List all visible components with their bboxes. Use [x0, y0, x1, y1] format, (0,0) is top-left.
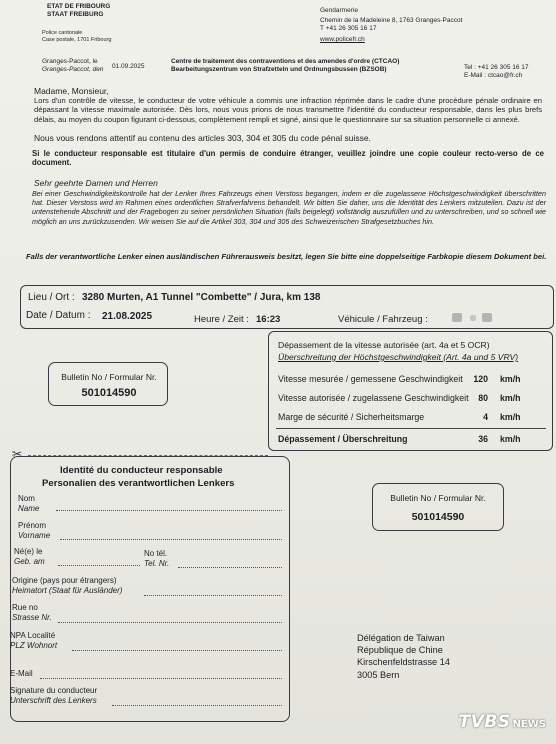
speeding-title-fr-text: Dépassement de la vitesse autorisée [278, 340, 419, 350]
vehicle-label: Véhicule / Fahrzeug : [338, 314, 428, 325]
field-street [12, 603, 52, 622]
field-birthdate [14, 547, 45, 566]
place-date-fr: Granges-Paccot, le [42, 58, 98, 65]
speeding-title-de-text: Überschreitung der Höchstgeschwindigkeit [278, 352, 441, 362]
field-label-de: Heimatort (Staat für Ausländer) [12, 585, 123, 595]
field-label-fr: No tél. [144, 549, 168, 558]
origin-input-line[interactable] [144, 595, 282, 596]
articles-fr: Nous vous rendons attentif au contenu des articles 303, 304 et 305 du code pénal suisse. [34, 133, 371, 143]
field-origin [12, 576, 122, 595]
bulletin-box [48, 362, 168, 406]
place-label: Lieu / Ort : [28, 292, 75, 303]
body-fr: Lors d'un contrôle de vitesse, le conducteur de votre véhicule a commis une infraction réprimée dans le cadre d'une procédure pénale ordinaire en dépassant la vitesse maximale autorisée. Dès lors, nous vous prions de nous transmettre l'identité du conducteur responsable, dans les plus brefs délais, au moyen du coupon figurant ci-dessous, complètement rempli et signé, ainsi que le questionnaire sur sa situation personnelle ci annexé. [34, 96, 542, 124]
greeting-de: Sehr geehrte Damen und Herren [34, 178, 158, 188]
authority-fr: ETAT DE FRIBOURG [47, 3, 111, 10]
vehicle-plate-redacted [452, 313, 462, 322]
speed-row-value: 80 [478, 393, 488, 403]
gendarmerie: Gendarmerie [320, 7, 358, 14]
field-label-fr: Prénom [18, 521, 47, 530]
bulletin-label-coupon: Bulletin No / Formular Nr. [390, 493, 486, 503]
speed-row-margin [278, 412, 550, 426]
field-label-fr: Signature du conducteur [10, 686, 98, 695]
address-line: Chemin de la Madeleine 8, 1763 Granges-Paccot [320, 17, 463, 24]
field-label-fr: Né(e) le [14, 547, 43, 556]
watermark-suffix: NEWS [512, 719, 546, 730]
recipient-line1: Délégation de Taiwan [357, 633, 445, 643]
field-label-fr: NPA Localité [10, 631, 56, 640]
birthdate-input-line[interactable] [58, 565, 140, 566]
speed-row-allowed [278, 393, 550, 407]
email-input-line[interactable] [40, 678, 282, 679]
field-label-fr: E-Mail [10, 669, 33, 678]
date-value: 21.08.2025 [102, 311, 153, 322]
time-value: 16:23 [256, 314, 281, 325]
speeding-title-de-ref: (Art. 4a und 5 VRV) [443, 352, 519, 362]
foreign-licence-fr: Si le conducteur responsable est titulaire d'un permis de conduire étranger, veuillez joindre une copie couleur recto-verso de ce document. [32, 149, 544, 168]
centre-email: E-Mail : ctcao@fr.ch [464, 72, 523, 79]
field-label-fr: Origine (pays pour étrangers) [12, 576, 117, 585]
speed-total-unit: km/h [500, 434, 521, 444]
street-input-line[interactable] [58, 622, 282, 623]
centre-tel: Tel : +41 26 305 16 17 [464, 64, 529, 71]
field-label-fr: Nom [18, 494, 35, 503]
place-date-de: Granges-Paccot, den [42, 66, 104, 73]
bulletin-number-coupon: 501014590 [411, 511, 465, 523]
field-label-de: PLZ Wohnort [10, 640, 58, 650]
field-label-de: Unterschrift des Lenkers [10, 695, 97, 705]
police-address: Case postale, 1701 Fribourg [42, 37, 112, 43]
recipient-line4: 3005 Bern [357, 670, 400, 680]
speed-row-measured [278, 374, 550, 388]
place-date [42, 58, 98, 66]
field-phone [144, 549, 169, 568]
website-link[interactable]: www.policefr.ch [320, 36, 365, 43]
police-fr: Police cantonale [42, 30, 83, 36]
signature-input-line[interactable] [112, 705, 282, 706]
speed-row-value: 120 [473, 374, 488, 384]
field-label-de: Name [18, 503, 40, 513]
speed-row-name: Vitesse mesurée / gemessene Geschwindigkeit [278, 374, 463, 384]
field-label-de: Tel. Nr. [144, 558, 170, 568]
field-label-de: Geb. am [14, 556, 45, 566]
field-locality [10, 631, 57, 650]
locality-input-line[interactable] [72, 650, 282, 651]
bulletin-number: 501014590 [81, 387, 137, 399]
body-de: Bei einer Geschwindigkeitskontrolle hat der Lenker Ihres Fahrzeugs einen Verstoss begangen, indem er die zugelassene Höchstgeschwindigkeit überschritten hat. Dieser Verstoss wird im Rahmen eines ordentlichen Strafverfahrens behandelt. Wir bitten Sie daher, uns die Identität des Lenkers mitzuteilen. Dazu ist der untenstehende Abschnitt und der Fragebogen zu seiner persönlichen Situation (falls beigelegt) vollständig auszufüllen und zu unterschreiben, und so schnell wie möglich an uns zurückzusenden. Wir weisen Sie auf die Artikel 303, 304 und 305 des Schweizerischen Strafgesetzbuches hin. [32, 189, 546, 226]
phone-line: T +41 26 305 16 17 [320, 25, 377, 32]
field-signature [10, 686, 97, 705]
speed-total-name: Dépassement / Überschreitung [278, 434, 408, 444]
vehicle-plate-redacted [470, 315, 476, 321]
field-label-de: Strasse Nr. [12, 612, 52, 622]
name-input-line[interactable] [56, 510, 282, 511]
speed-row-unit: km/h [500, 374, 521, 384]
speeding-title-de [278, 352, 518, 362]
field-firstname [18, 521, 50, 540]
speed-row-total [278, 434, 550, 448]
vehicle-plate-redacted [482, 313, 492, 322]
recipient-line3: Kirschenfeldstrasse 14 [357, 657, 450, 667]
form-title-fr: Identité du conducteur responsable [60, 465, 223, 476]
speeding-title-fr [278, 340, 490, 350]
speed-row-name: Vitesse autorisée / zugelassene Geschwindigkeit [278, 393, 469, 403]
form-title-de: Personalien des verantwortlichen Lenkers [42, 478, 235, 489]
speed-row-unit: km/h [500, 393, 521, 403]
centre-fr: Centre de traitement des contraventions et des amendes d'ordre (CTCAO) [171, 58, 400, 65]
tvbs-watermark-logo [459, 712, 546, 732]
speed-row-name: Marge de sécurité / Sicherheitsmarge [278, 412, 425, 422]
speed-total-value: 36 [478, 434, 488, 444]
phone-input-line[interactable] [178, 567, 282, 568]
letter-date: 01.09.2025 [112, 63, 145, 70]
bulletin-box-coupon [372, 483, 504, 531]
speed-row-unit: km/h [500, 412, 521, 422]
scissors-icon: ✂ [12, 447, 23, 461]
authority-de: STAAT FREIBURG [47, 11, 104, 18]
time-label: Heure / Zeit : [194, 314, 249, 325]
place-value: 3280 Murten, A1 Tunnel "Combette" / Jura, km 138 [82, 292, 321, 303]
greeting-fr: Madame, Monsieur, [34, 86, 109, 96]
speeding-divider [276, 428, 546, 429]
watermark-brand: TVBS [458, 712, 511, 732]
field-label-de: Vorname [18, 530, 51, 540]
speed-row-value: 4 [483, 412, 488, 422]
recipient-line2: République de Chine [357, 645, 443, 655]
foreign-licence-de: Falls der verantwortliche Lenker einen ausländischen Führerausweis besitzt, legen Sie bitte eine doppelseitige Farbkopie diesem Dokument bei. [26, 252, 547, 261]
field-label-fr: Rue no [12, 603, 38, 612]
date-label: Date / Datum : [26, 310, 91, 321]
centre-de: Bearbeitungszentrum von Strafzetteln und Ordnungsbussen (BZSOB) [171, 66, 387, 73]
bulletin-label: Bulletin No / Formular Nr. [61, 372, 157, 382]
field-name [18, 494, 39, 513]
firstname-input-line[interactable] [60, 539, 282, 540]
field-email [10, 669, 33, 679]
speeding-title-fr-ref: (art. 4a et 5 OCR) [421, 340, 490, 350]
